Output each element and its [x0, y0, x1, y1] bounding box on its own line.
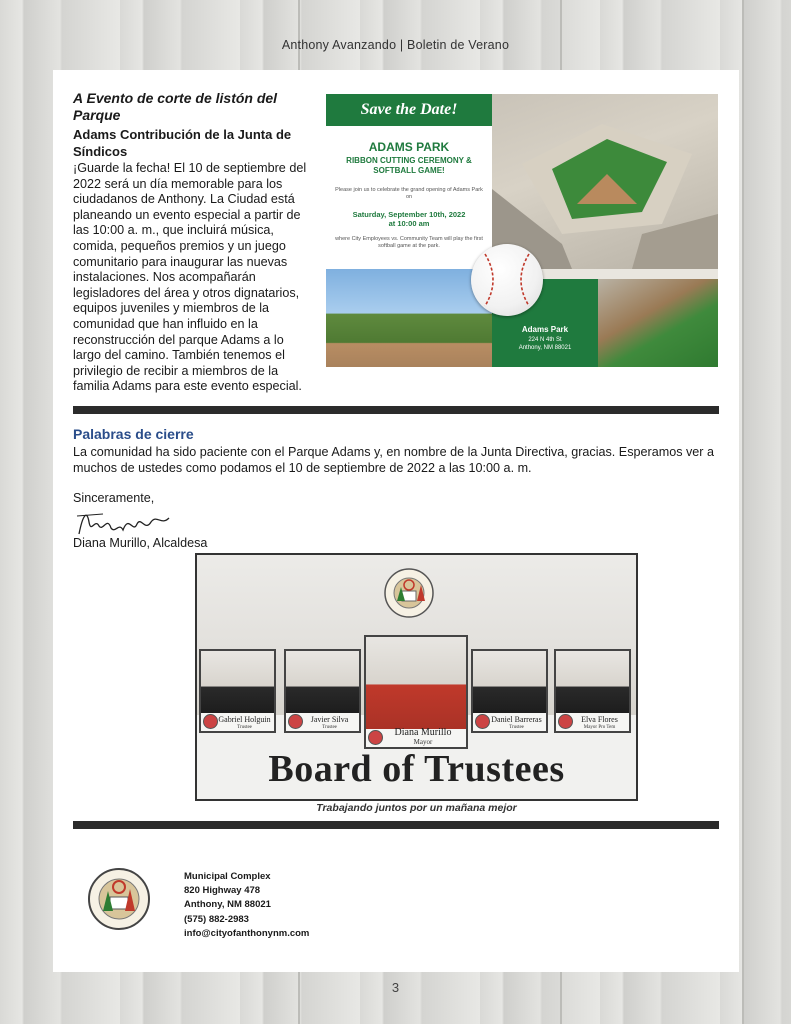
article-body: ¡Guarde la fecha! El 10 de septiembre del 2022 será un día memorable para los ciudadanos de Anthony. La Ciudad está planeando un evento especial a partir de las 10:00 a. m., que incluirá música, comida, pequeños premios y un juego comunitario para inaugurar las nuevas instalaciones. Nos acompañarán legisladores del área y otros dignatarios, equipos juveniles y miembros de la comunidad que han influido en la reconstrucción del parque Adams a lo largo del camino. También tenemos el privilegio de recibir a miembros de la familia Adams para este evento especial. [73, 161, 307, 394]
trustee-name: Daniel Barreras [491, 715, 542, 724]
trustee-role: Trustee [322, 725, 337, 730]
section-divider [73, 406, 719, 414]
trustee-photo [556, 651, 629, 715]
trustee-name: Javier Silva [310, 715, 349, 724]
flyer-subheading: RIBBON CUTTING CEREMONY & SOFTBALL GAME! [346, 156, 472, 175]
mini-seal-icon [475, 714, 490, 729]
city-seal-icon [79, 857, 159, 947]
trustee-name: Gabriel Holguin [218, 715, 271, 724]
closing-body: La comunidad ha sido paciente con el Parque Adams y, en nombre de la Junta Directiva, gracias. Esperamos ver a muchos de ustedes como podamos el 10 de septiembre de 2022 a las 10:00 a. m. [73, 445, 715, 475]
flyer-time-line: at 10:00 am [388, 219, 430, 228]
flyer-address-street: 224 N 4th St [528, 337, 562, 343]
flyer-address [492, 336, 598, 352]
contact-block [184, 870, 309, 941]
save-the-date-flyer [326, 94, 718, 367]
trustee-photo [473, 651, 546, 715]
flyer-text-panel [326, 94, 492, 269]
contact-email[interactable]: info@cityofanthonynm.com [184, 927, 310, 939]
flyer-date [332, 210, 486, 228]
board-title: Board of Trustees [268, 748, 565, 790]
trustee-portrait [554, 649, 631, 733]
city-seal-icon [379, 561, 439, 629]
section-divider [73, 821, 719, 829]
page-number: 3 [391, 980, 400, 995]
signer-name: Diana Murillo, Alcaldesa [73, 536, 208, 550]
stadium-drawing [492, 94, 718, 269]
field-photo [326, 269, 492, 367]
field-aerial-photo [598, 279, 718, 367]
board-of-trustees-graphic [195, 553, 638, 801]
mayor-photo [366, 637, 466, 731]
contact-line: Anthony, NM 88021 [184, 899, 271, 911]
mayor-portrait [364, 635, 468, 749]
flyer-invite: Please join us to celebrate the grand opening of Adams Park on [335, 187, 483, 200]
mini-seal-icon [288, 714, 303, 729]
flyer-heading: ADAMS PARK [368, 140, 450, 154]
trustee-portrait [471, 649, 548, 733]
trustee-portrait [284, 649, 361, 733]
wood-plank-seam [742, 0, 744, 1024]
trustee-photo [201, 651, 274, 715]
flyer-address-name: Adams Park [521, 325, 569, 334]
signature-image [73, 504, 173, 540]
flyer-address-city: Anthony, NM 88021 [518, 345, 572, 351]
baseball-icon [471, 244, 543, 316]
closing-title: Palabras de cierre [73, 426, 194, 442]
flyer-banner: Save the Date! [326, 94, 492, 126]
article-subtitle: Adams Contribución de la Junta de Síndicos [73, 127, 292, 159]
newsletter-header: Anthony Avanzando | Boletin de Verano [281, 38, 510, 52]
contact-line: Municipal Complex [184, 871, 271, 882]
contact-phone: (575) 882-2983 [184, 913, 249, 925]
newsletter-page [53, 70, 739, 972]
trustee-role: Trustee [237, 725, 252, 730]
trustee-name: Elva Flores [581, 715, 618, 724]
mini-seal-icon [368, 730, 383, 745]
trustee-role: Mayor Pro Tem [583, 725, 616, 730]
mayor-role: Mayor [413, 738, 433, 746]
stadium-aerial-image [492, 94, 718, 269]
board-caption: Trabajando juntos por un mañana mejor [316, 802, 517, 814]
flyer-date-line: Saturday, September 10th, 2022 [352, 210, 466, 219]
trustee-role: Trustee [509, 725, 524, 730]
trustee-portrait [199, 649, 276, 733]
flyer-game-note: where City Employees vs. Community Team will play the first softball game at the park. [335, 236, 483, 249]
mini-seal-icon [558, 714, 573, 729]
baseball-stitches [471, 244, 543, 316]
sign-off: Sinceramente, [73, 491, 155, 505]
contact-line: 820 Highway 478 [184, 885, 261, 897]
mini-seal-icon [203, 714, 218, 729]
article-title: A Evento de corte de listón del Parque [73, 90, 278, 123]
mayor-name: Diana Murillo [394, 727, 452, 738]
trustee-photo [286, 651, 359, 715]
